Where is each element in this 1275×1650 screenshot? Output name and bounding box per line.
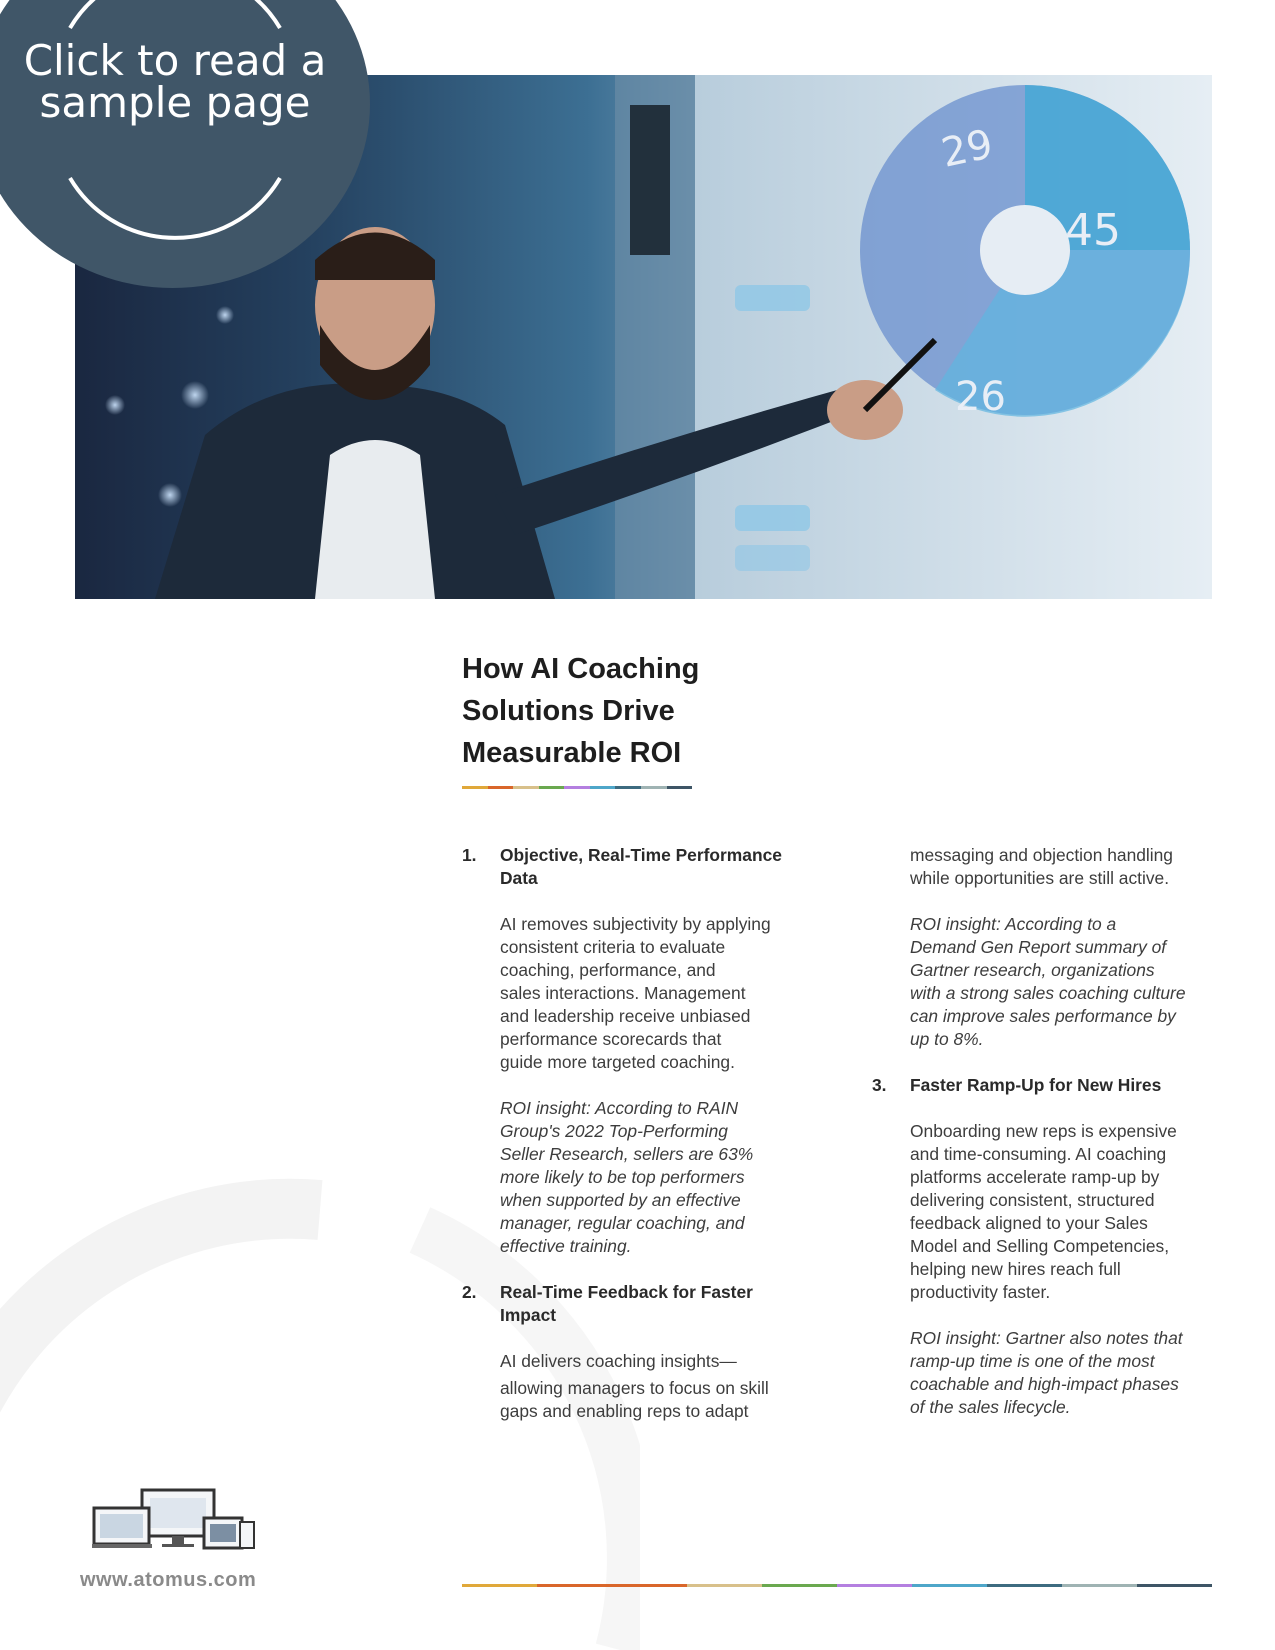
item-3-body [910, 1120, 1210, 1304]
insight-line: Group's 2022 Top-Performing [500, 1121, 728, 1141]
item-1-roi-insight [500, 1097, 830, 1258]
pie-label-45: 45 [1065, 205, 1121, 256]
body-line: and time-consuming. AI coaching [910, 1144, 1167, 1164]
title-line-2: Solutions Drive [462, 695, 675, 727]
footer-website-link[interactable]: www.atomus.com [80, 1569, 257, 1591]
item-1-heading [462, 844, 830, 890]
read-sample-page-button[interactable] [0, 0, 370, 288]
title-line-1: How AI Coaching [462, 653, 700, 685]
item-1-heading-line: Objective, Real-Time Performance [500, 845, 782, 865]
body-line: platforms accelerate ramp-up by [910, 1167, 1160, 1187]
body-line: AI delivers coaching insights— [500, 1351, 737, 1371]
insight-line: when supported by an effective [500, 1190, 741, 1210]
item-2-number: 2. [462, 1282, 477, 1302]
body-line: Onboarding new reps is expensive [910, 1121, 1177, 1141]
insight-line: Seller Research, sellers are 63% [500, 1144, 754, 1164]
item-1-body [500, 913, 830, 1074]
insight-line: can improve sales performance by [910, 1006, 1176, 1026]
insight-line: ROI insight: According to RAIN [500, 1098, 739, 1118]
body-line: while opportunities are still active. [910, 868, 1170, 888]
body-line: consistent criteria to evaluate [500, 937, 726, 957]
item-2-heading [462, 1281, 830, 1327]
body-line: allowing managers to focus on skill [500, 1378, 769, 1398]
devices-illustration [92, 1488, 257, 1553]
insight-line: Gartner research, organizations [910, 960, 1155, 980]
item-2-body [500, 1350, 830, 1423]
body-line: and leadership receive unbiased [500, 1006, 751, 1026]
item-3-heading-line: Faster Ramp-Up for New Hires [910, 1075, 1162, 1095]
insight-line: ROI insight: According to a [910, 914, 1117, 934]
body-line: performance scorecards that [500, 1029, 722, 1049]
body-line: gaps and enabling reps to adapt [500, 1401, 749, 1421]
body-line: messaging and objection handling [910, 845, 1173, 865]
footer-color-stripe [462, 1584, 1212, 1587]
body-line: feedback aligned to your Sales [910, 1213, 1148, 1233]
insight-line: up to 8%. [910, 1029, 984, 1049]
pie-label-26: 26 [955, 374, 1006, 420]
item-1-number: 1. [462, 845, 477, 865]
item-2-heading-line: Impact [500, 1305, 557, 1325]
body-line: guide more targeted coaching. [500, 1052, 735, 1072]
item-3-heading [872, 1074, 1210, 1097]
body-line: sales interactions. Management [500, 983, 746, 1003]
page-title [462, 648, 782, 774]
title-color-stripe [462, 786, 692, 789]
badge-label-line-1: Click to read a [23, 36, 327, 85]
insight-line: effective training. [500, 1236, 632, 1256]
item-3-roi-insight [910, 1327, 1210, 1419]
badge-label-line-2: sample page [39, 78, 311, 127]
item-2-roi-insight [910, 913, 1210, 1051]
item-2-heading-line: Real-Time Feedback for Faster [500, 1282, 753, 1302]
body-line: Model and Selling Competencies, [910, 1236, 1170, 1256]
insight-line: coachable and high-impact phases [910, 1374, 1179, 1394]
badge-label [0, 36, 360, 127]
item-3-number: 3. [872, 1075, 887, 1095]
insight-line: more likely to be top performers [500, 1167, 745, 1187]
insight-line: ramp-up time is one of the most [910, 1351, 1155, 1371]
item-2-body-continued [910, 844, 1210, 890]
body-line: productivity faster. [910, 1282, 1051, 1302]
insight-line: manager, regular coaching, and [500, 1213, 745, 1233]
body-line: AI removes subjectivity by applying [500, 914, 771, 934]
title-line-3: Measurable ROI [462, 737, 682, 769]
body-line: delivering consistent, structured [910, 1190, 1155, 1210]
insight-line: of the sales lifecycle. [910, 1397, 1071, 1417]
insight-line: with a strong sales coaching culture [910, 983, 1186, 1003]
insight-line: ROI insight: Gartner also notes that [910, 1328, 1183, 1348]
body-line: coaching, performance, and [500, 960, 716, 980]
item-1-heading-line: Data [500, 868, 538, 888]
right-column [872, 844, 1210, 1419]
body-line: helping new hires reach full [910, 1259, 1121, 1279]
insight-line: Demand Gen Report summary of [910, 937, 1167, 957]
left-column [462, 844, 830, 1423]
pie-label-29: 29 [937, 121, 997, 177]
